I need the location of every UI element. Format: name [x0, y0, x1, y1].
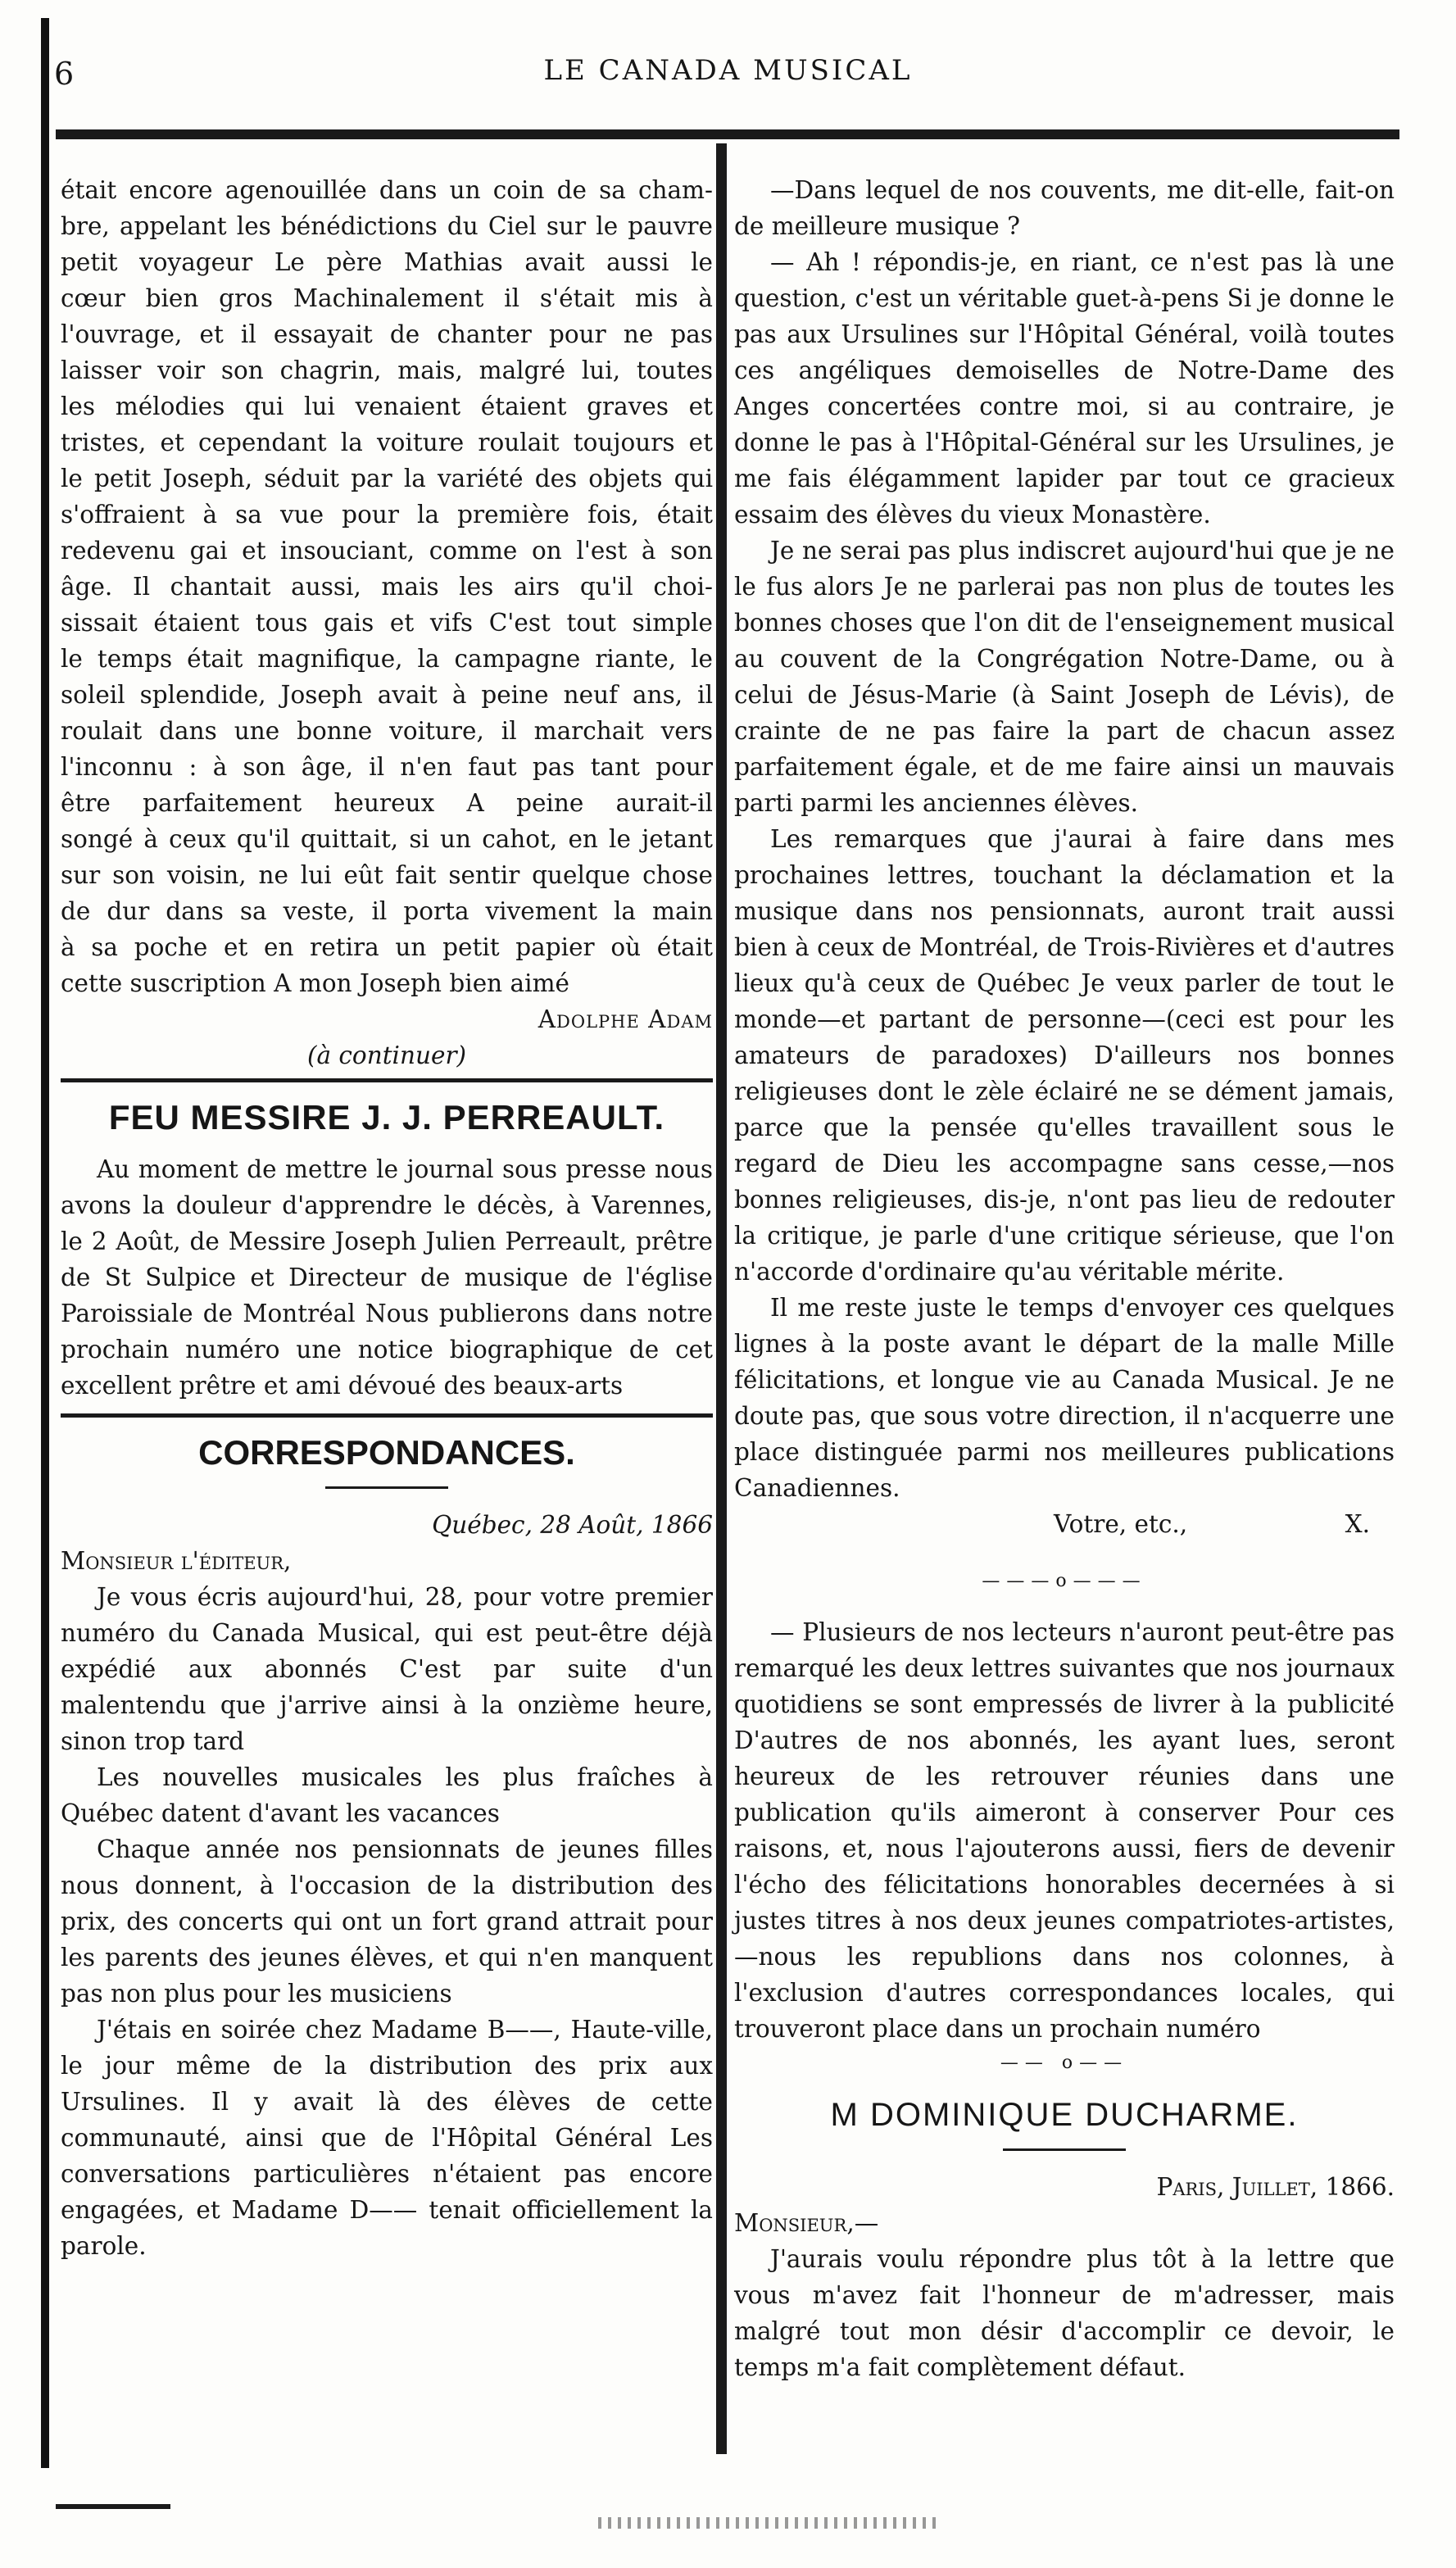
story-line: redevenu gai et insouciant, comme on l'est à son — [61, 537, 713, 565]
perreault-headline: FEU MESSIRE J. J. PERREAULT. — [108, 1098, 665, 1137]
story-line: de dur dans sa veste, il porta vivement la main — [61, 897, 713, 925]
story-line: le petit Joseph, séduit par la variété des objets qui — [61, 465, 713, 492]
ducharme-dateline: Paris, Juillet, 1866. — [1156, 2173, 1395, 2201]
headline-rule — [1003, 2148, 1126, 2151]
story-line: les mélodies qui lui venaient étaient graves et — [61, 392, 713, 420]
letter-salutation: Monsieur l'éditeur, — [61, 1547, 292, 1575]
section-rule — [61, 1413, 713, 1418]
left-column — [61, 172, 713, 2264]
paragraph: — Ah ! répondis-je, en riant, ce n'est pas là une question, c'est un véritable guet-à-pens Si je donne le pas aux Ursulines sur l'Hôpital Général, voilà toutes ces angéliques demoiselles de Notre-Dame des Anges concertées contre moi, si au contraire, je donne le pas à l'Hôpital-Général sur les Ursulines, je me fais élégamment lapider par tout ce gracieux essaim des élèves du vieux Monastère. — [734, 248, 1395, 529]
letter-body — [61, 1579, 713, 2264]
binding-edge — [41, 18, 49, 2468]
story-line: âge. Il chantait aussi, mais les airs qu'il choi- — [61, 573, 713, 601]
story-line: tristes, et cependant la voiture roulait toujours et — [61, 429, 713, 456]
paragraph: Je ne serai pas plus indiscret aujourd'hui que je ne le fus alors Je ne parlerai pas non plus de toutes les bonnes choses que l'on dit de l'enseignement musical au couvent de la Congrégation Notre-Dame, ou à celui de Jésus-Marie (à Saint Joseph de Lévis), de crainte de ne pas faire la part de chacun assez parfaitement égale, et de me faire ainsi un mauvais parti parmi les anciennes élèves. — [734, 537, 1395, 817]
story-line: petit voyageur Le père Mathias avait aussi le — [61, 248, 713, 276]
story-line: s'offraient à sa vue pour la première fois, était — [61, 501, 713, 529]
paragraph: Il me reste juste le temps d'envoyer ces quelques lignes à la poste avant le départ de la malle Mille félicitations, et longue vie au Canada Musical. Je ne doute pas, que sous votre direction, il n'acquerre une place distinguée parmi nos meilleures publications Canadiennes. — [734, 1294, 1395, 1502]
correspondances-headline: CORRESPONDANCES. — [198, 1433, 575, 1472]
story-line: laisser voir son chagrin, mais, malgré lui, toutes — [61, 356, 713, 384]
perreault-notice: Au moment de mettre le journal sous presse nous avons la douleur d'apprendre le décès, à Varennes, le 2 Août, de Messire Joseph Julien Perreault, prêtre de St Sulpice et Directeur de musique de l'église Paroissiale de Montréal Nous publierons dans notre prochain numéro une notice biographique de cet excellent prêtre et ami dévoué des beaux-arts — [61, 1155, 713, 1400]
story-line: songé à ceux qu'il quittait, si un cahot, en le jetant — [61, 825, 713, 853]
masthead: LE CANADA MUSICAL — [543, 54, 913, 87]
closing-signature: X. — [1345, 1510, 1370, 1538]
ducharme-letter: J'aurais voulu répondre plus tôt à la lettre que vous m'avez fait l'honneur de m'adresser, mais malgré tout mon désir d'accomplir ce devoir, le temps m'a fait complètement défaut. — [734, 2245, 1395, 2381]
print-smudge — [598, 2517, 942, 2529]
story-line: être parfaitement heureux A peine aurait-il — [61, 789, 713, 817]
serial-story — [61, 172, 713, 1001]
continued-note: (à continuer) — [306, 1041, 467, 1069]
right-column — [734, 172, 1395, 2385]
paragraph: —Dans lequel de nos couvents, me dit-elle, fait-on de meilleure musique ? — [734, 176, 1395, 240]
page-number: 6 — [54, 56, 75, 92]
section-rule — [61, 1078, 713, 1082]
story-line: sissait étaient tous gais et vifs C'est tout simple — [61, 609, 713, 637]
story-line: soleil splendide, Joseph avait à peine neuf ans, il — [61, 681, 713, 709]
separator: ———o——— — [982, 1571, 1147, 1591]
story-line: à sa poche et en retira un petit papier où était — [61, 933, 713, 961]
ducharme-salutation: Monsieur,— — [734, 2209, 879, 2237]
story-line: bre, appelant les bénédictions du Ciel sur le pauvre — [61, 212, 713, 240]
letter-continuation — [734, 172, 1395, 1506]
header-rule — [56, 129, 1399, 139]
ducharme-headline: M DOMINIQUE DUCHARME. — [830, 2097, 1299, 2133]
story-line: l'inconnu : à son âge, il n'en faut pas tant pour — [61, 753, 713, 781]
column-divider — [716, 143, 727, 2454]
story-line: l'ouvrage, et il essayait de chanter pour ne pas — [61, 320, 713, 348]
paragraph: Les remarques que j'aurai à faire dans mes prochaines lettres, touchant la déclamation et la musique dans nos pensionnats, auront trait aussi bien à ceux de Montréal, de Trois-Rivières et d'autres lieux qu'à ceux de Québec Je veux parler de tout le monde—et partant de personne—(ceci est pour les amateurs de paradoxes) D'ailleurs nos bonnes religieuses dont le zèle éclairé ne se dément jamais, parce que la pensée qu'elles travaillent sous le regard de Dieu les accompagne sans cesse,—nos bonnes religieuses, dis-je, n'ont pas lieu de redouter la critique, je parle d'une critique sérieuse, que l'on n'accorde d'ordinaire qu'au véritable mérite. — [734, 825, 1395, 1286]
paragraph: Je vous écris aujourd'hui, 28, pour votre premier numéro du Canada Musical, qui est peut-être déjà expédié aux abonnés C'est par suite d'un malentendu que j'arrive ainsi à la onzième heure, sinon trop tard — [61, 1583, 713, 1755]
paragraph: J'étais en soirée chez Madame B——, Haute-ville, le jour même de la distribution des prix aux Ursulines. Il y avait là des élèves de cette communauté, ainsi que de l'Hôpital Général Les conversations particulières n'étaient pas encore engagées, et Madame D—— tenait officiellement la parole. — [61, 2016, 713, 2260]
story-line: cette suscription A mon Joseph bien aimé — [61, 969, 570, 997]
editorial-note: — Plusieurs de nos lecteurs n'auront peut-être pas remarqué les deux lettres suivantes que nos journaux quotidiens se sont empressés de livrer à la publicité D'autres de nos abonnés, les ayant lues, seront heureux de les retrouver réunies dans une publication qu'ils aimeront à conserver Pour ces raisons, et, nous l'ajouterons aussi, fiers de devenir l'écho des félicitations honorables decernées à si justes titres à nos deux jeunes compatriotes-artistes,—nous les republions dans nos colonnes, à l'exclusion d'autres correspondances locales, qui trouveront place dans un prochain numéro — [734, 1618, 1395, 2043]
paragraph: Chaque année nos pensionnats de jeunes filles nous donnent, à l'occasion de la distribution des prix, des concerts qui ont un fort grand attrait pour les parents des jeunes élèves, et qui n'en manquent pas non plus pour les musiciens — [61, 1835, 713, 2008]
letter-closing — [734, 1506, 1395, 1542]
story-line: le temps était magnifique, la campagne riante, le — [61, 645, 713, 673]
paragraph: Les nouvelles musicales les plus fraîches à Québec datent d'avant les vacances — [61, 1763, 713, 1827]
headline-rule — [325, 1486, 448, 1489]
story-line: était encore agenouillée dans un coin de sa cham- — [61, 176, 713, 204]
story-line: sur son voisin, ne lui eût fait sentir quelque chose — [61, 861, 713, 889]
letter-dateline: Québec, 28 Août, 1866 — [432, 1511, 713, 1539]
author-signature: Adolphe Adam — [537, 1005, 713, 1033]
story-line: cœur bien gros Machinalement il s'était mis à — [61, 284, 713, 312]
story-line: roulait dans une bonne voiture, il marchait vers — [61, 717, 713, 745]
separator: —— o—— — [1000, 2053, 1129, 2073]
footer-rule — [56, 2504, 170, 2509]
closing-text: Votre, etc., — [1054, 1510, 1188, 1538]
